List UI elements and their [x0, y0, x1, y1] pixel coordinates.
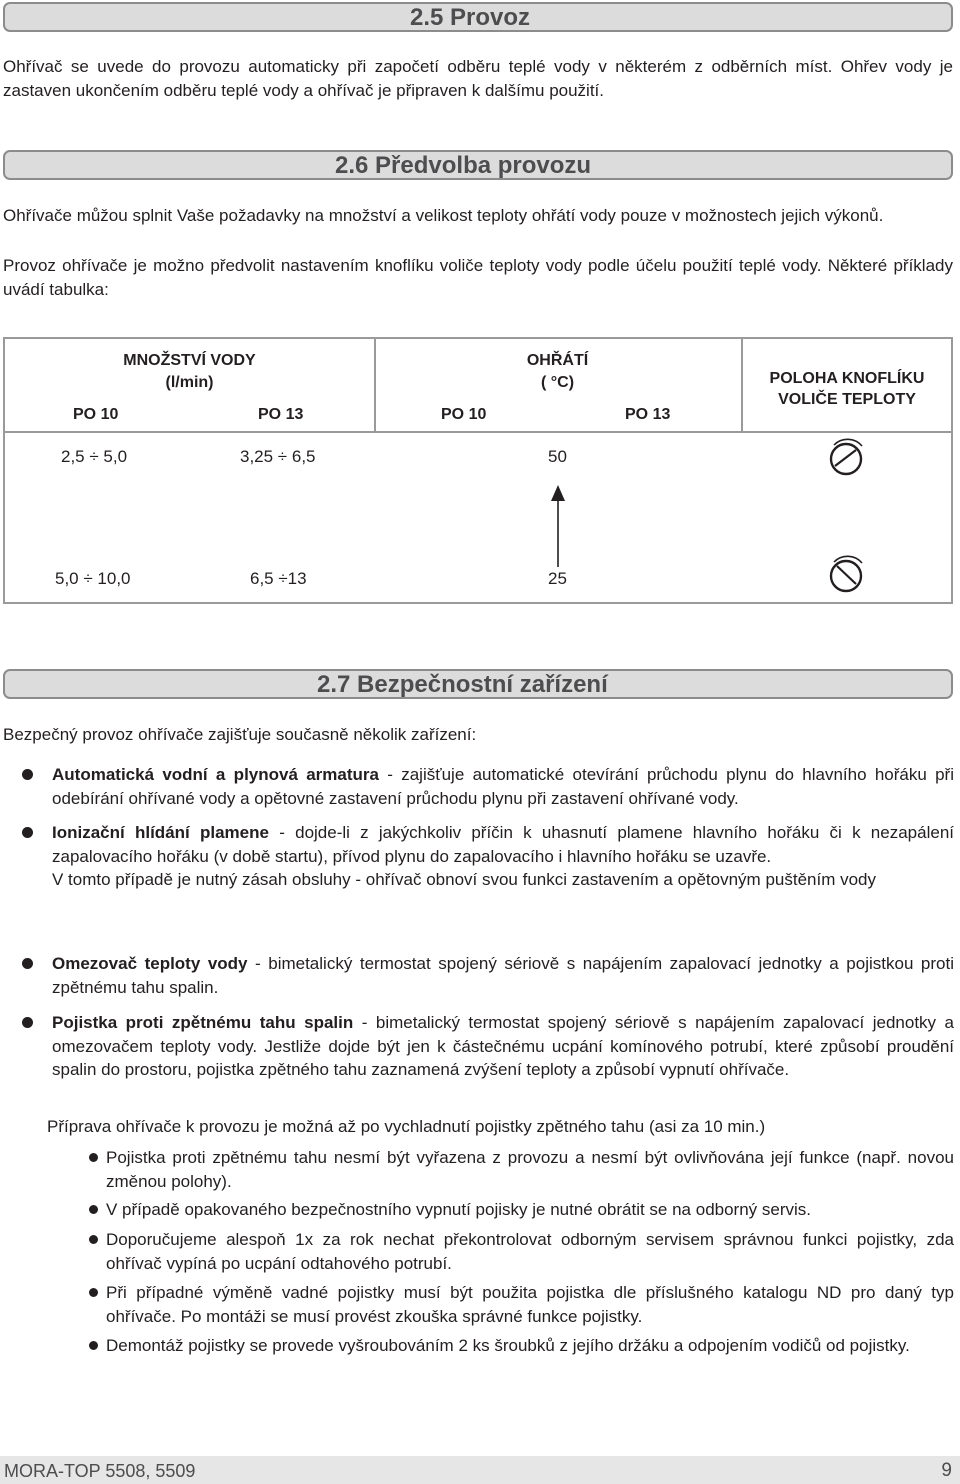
item-term: Automatická vodní a plynová armatura [52, 765, 379, 784]
item-text: - dojde-li z jakýchkoliv příčin k uhasnutí plamene hlavního hořáku či k nezapálení zapalovacího hořáku (v době startu), přívod plynu do zapalovacího i hlavního hořáku se uzavře. [52, 823, 954, 866]
header-flow: MNOŽSTVÍ VODY [123, 352, 256, 369]
list-item: Při případné výměně vadné pojistky musí být použita pojistka dle příslušného katalogu ND pro daný typ ohřívače. Po montáži se musí provést zkouška správné funkce pojistky. [106, 1283, 954, 1326]
list-item: Demontáž pojistky se provede vyšroubováním 2 ks šroubků z jejího držáku a odpojením vodičů od pojistky. [106, 1336, 910, 1355]
header-knob: POLOHA KNOFLÍKU [769, 370, 925, 387]
paragraph: Bezpečný provoz ohřívače zajišťuje současně několik zařízení: [3, 725, 477, 744]
bullet [22, 1017, 33, 1028]
bullet [89, 1153, 98, 1162]
item-text: - zajišťuje automatické otevírání průchodu plynu do hlavního hořáku při odebírání ohřívané vody a opětovné zastavení průchodu plynu při zastavení ohřívané vody. [52, 765, 954, 808]
item-term: Ionizační hlídání plamene [52, 823, 269, 842]
list-item [52, 1011, 954, 1082]
section-title: 2.6 Předvolba provozu [335, 152, 592, 179]
list-item: Pojistka proti zpětnému tahu nesmí být vyřazena z provozu a nesmí být ovlivňována její funkce (např. novou změnou polohy). [106, 1148, 954, 1191]
header-flow-unit: (l/min) [165, 374, 214, 391]
footer-model: MORA-TOP 5508, 5509 [4, 1461, 196, 1481]
list-item [52, 763, 954, 810]
settings-table [3, 337, 953, 604]
table-cell: 6,5 ÷13 [250, 569, 307, 588]
subheader-po13: PO 13 [258, 406, 304, 423]
note: Příprava ohřívače k provozu je možná až po vychladnutí pojistky zpětného tahu (asi za 10 min.) [47, 1117, 766, 1136]
item-text: - bimetalický termostat spojený sériově s napájením zapalovací jednotky a pojistkou proti zpětnému tahu spalin. [52, 954, 954, 997]
list-item: Doporučujeme alespoň 1x za rok nechat překontrolovat odborným servisem správnou funkci pojistky, zda ohřívač vypíná po ucpání odtahového potrubí. [106, 1230, 954, 1273]
bullet [22, 769, 33, 780]
section-title: 2.5 Provoz [410, 4, 531, 31]
bullet [22, 958, 33, 969]
paragraph: Ohřívače můžou splnit Vaše požadavky na množství a velikost teploty ohřátí vody pouze v možnostech jejich výkonů. [3, 206, 884, 225]
paragraph: Ohřívač se uvede do provozu automaticky při započetí odběru teplé vody v některém z odběrních míst. Ohřev vody je zastaven ukončením odběru teplé vody a ohřívač je připraven k dalšímu použití. [3, 57, 953, 100]
list-item [52, 952, 954, 999]
item-text: - bimetalický termostat spojený sériově s napájením zapalovací jednotky a omezovačem teploty vody. Jestliže dojde být jen k částečnému ucpání komínového potrubí, které způsobí proudění spalin do prostoru, pojistka zpětného tahu zaznamená zvýšení teploty a způsobí vypnutí ohřívače. [52, 1013, 954, 1079]
bullet [89, 1288, 98, 1297]
section-header-bar [3, 2, 953, 32]
divider [5, 431, 951, 433]
item-term: Pojistka proti zpětnému tahu spalin [52, 1013, 354, 1032]
knob-high-icon [823, 434, 873, 480]
item-text: V tomto případě je nutný zásah obsluhy - ohřívač obnoví svou funkci zastavením a opětovným puštěním vody [52, 870, 877, 889]
section-header-bar [3, 669, 953, 699]
table-cell: 50 [548, 447, 567, 466]
bullet [89, 1205, 98, 1214]
section-header-bar [3, 150, 953, 180]
subheader-po10: PO 10 [73, 406, 119, 423]
up-arrow-icon [550, 485, 566, 571]
bullet [89, 1341, 98, 1350]
list-item [52, 821, 954, 892]
table-cell: 25 [548, 569, 567, 588]
header-heat-unit: ( °C) [540, 374, 575, 391]
table-cell: 5,0 ÷ 10,0 [55, 569, 131, 588]
bullet [89, 1235, 98, 1244]
table-cell: 2,5 ÷ 5,0 [61, 447, 128, 466]
page-number: 9 [941, 1460, 952, 1481]
header-heat: OHŘÁTÍ [526, 352, 589, 369]
list-item: V případě opakovaného bezpečnostního vypnutí pojisky je nutné obrátit se na odborný servis. [106, 1200, 812, 1219]
section-title: 2.7 Bezpečnostní zařízení [317, 671, 608, 698]
subheader-po10: PO 10 [441, 406, 487, 423]
header-knob: VOLIČE TEPLOTY [778, 391, 916, 408]
bullet [22, 827, 33, 838]
paragraph: Provoz ohřívače je možno předvolit nastavením knoflíku voliče teploty vody podle účelu použití teplé vody. Některé příklady uvádí tabulka: [3, 256, 953, 299]
knob-low-icon [823, 551, 873, 597]
table-cell: 3,25 ÷ 6,5 [240, 447, 316, 466]
item-term: Omezovač teploty vody [52, 954, 248, 973]
subheader-po13: PO 13 [625, 406, 671, 423]
